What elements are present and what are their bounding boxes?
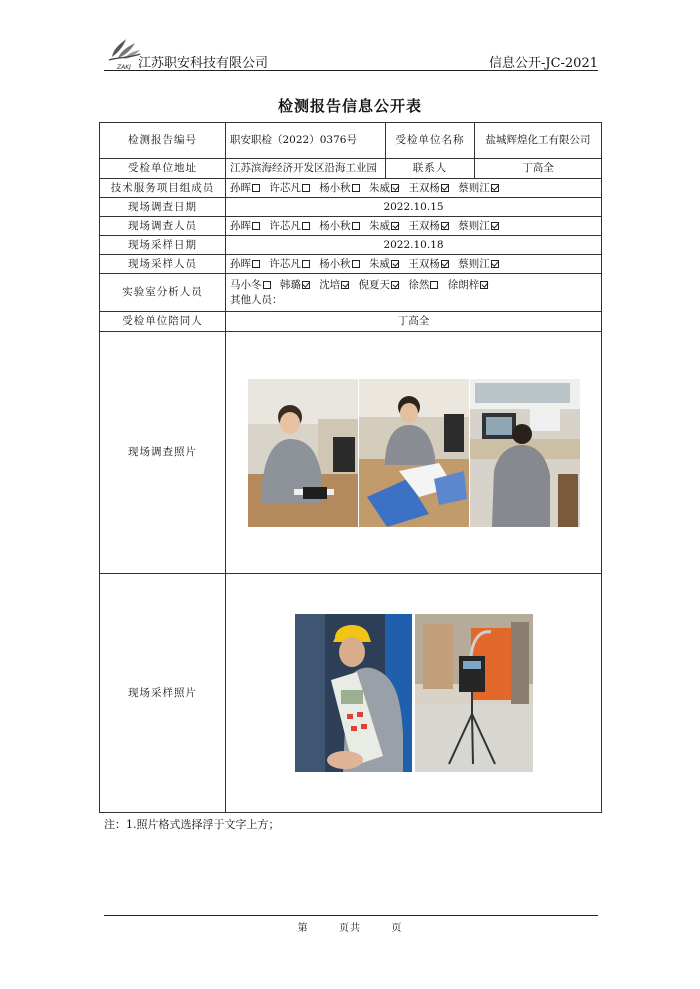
page-mid: 页共 bbox=[339, 923, 361, 934]
staff-name: 杨小秋 bbox=[319, 181, 351, 194]
page-prefix: 第 bbox=[297, 923, 309, 934]
staff-name: 孙晖 bbox=[230, 219, 251, 232]
checkbox-icon bbox=[491, 184, 499, 192]
survey-date-label: 现场调查日期 bbox=[100, 198, 226, 217]
checkbox-icon bbox=[391, 184, 399, 192]
sample-photo-label: 现场采样照片 bbox=[100, 574, 226, 813]
checkbox-icon bbox=[302, 260, 310, 268]
logo-text: ZAKJ bbox=[117, 64, 131, 71]
checkbox-icon bbox=[252, 260, 260, 268]
checkbox-icon bbox=[391, 281, 399, 289]
row-survey-date bbox=[100, 198, 602, 217]
survey-photo-2 bbox=[359, 379, 469, 527]
checkbox-icon bbox=[252, 184, 260, 192]
checkbox-icon bbox=[341, 281, 349, 289]
unit-value: 盐城辉煌化工有限公司 bbox=[475, 123, 602, 159]
escort-label: 受检单位陪同人 bbox=[100, 312, 226, 332]
checkbox-icon bbox=[352, 184, 360, 192]
checkbox-icon bbox=[491, 260, 499, 268]
survey-photo-1 bbox=[248, 379, 358, 527]
staff-name: 朱威 bbox=[369, 181, 391, 194]
row-escort bbox=[100, 312, 602, 332]
checkbox-icon bbox=[491, 222, 499, 230]
contact-label: 联系人 bbox=[386, 159, 475, 179]
checkbox-icon bbox=[391, 260, 399, 268]
lab-name: 沈培 bbox=[319, 278, 341, 291]
staff-name: 许芯凡 bbox=[269, 181, 301, 194]
row-sample-photos bbox=[100, 574, 602, 813]
page-header bbox=[104, 33, 598, 73]
checkbox-icon bbox=[352, 260, 360, 268]
checkbox-icon bbox=[302, 222, 310, 230]
checkbox-icon bbox=[430, 281, 438, 289]
unit-label: 受检单位名称 bbox=[386, 123, 475, 159]
sample-date-label: 现场采样日期 bbox=[100, 236, 226, 255]
survey-photo-label: 现场调查照片 bbox=[100, 332, 226, 574]
row-address bbox=[100, 159, 602, 179]
checkbox-icon bbox=[252, 222, 260, 230]
row-lab bbox=[100, 274, 602, 312]
staff-name: 蔡则江 bbox=[458, 219, 490, 232]
staff-name: 朱威 bbox=[369, 257, 391, 270]
survey-photo-group bbox=[248, 379, 580, 527]
address-label: 受检单位地址 bbox=[100, 159, 226, 179]
staff-name: 孙晖 bbox=[230, 257, 251, 270]
company-name: 江苏职安科技有限公司 bbox=[138, 56, 269, 71]
lab-staff bbox=[226, 274, 602, 312]
address-value: 江苏滨海经济开发区沿海工业园 bbox=[226, 159, 386, 179]
sample-photo-group bbox=[295, 614, 533, 772]
checkbox-icon bbox=[302, 184, 310, 192]
staff-name: 杨小秋 bbox=[319, 219, 351, 232]
info-table bbox=[99, 122, 602, 813]
staff-name: 许芯凡 bbox=[269, 257, 301, 270]
lab-name: 徐朗梓 bbox=[447, 278, 480, 291]
checkbox-icon bbox=[441, 260, 449, 268]
page-suffix: 页 bbox=[391, 923, 403, 934]
checkbox-icon bbox=[263, 281, 271, 289]
page-title: 检测报告信息公开表 bbox=[277, 97, 422, 115]
survey-staff bbox=[226, 217, 602, 236]
lab-name: 马小冬 bbox=[230, 278, 262, 291]
team-label: 技术服务项目组成员 bbox=[100, 179, 226, 198]
lab-label: 实验室分析人员 bbox=[100, 274, 226, 312]
row-report-no bbox=[100, 123, 602, 159]
page-counter bbox=[0, 919, 700, 934]
survey-photos-cell bbox=[226, 332, 602, 574]
sample-photo-1 bbox=[295, 614, 412, 772]
row-team bbox=[100, 179, 602, 198]
staff-name: 朱威 bbox=[369, 219, 391, 232]
contact-value: 丁高全 bbox=[475, 159, 602, 179]
escort-value: 丁高全 bbox=[226, 312, 602, 332]
staff-name: 蔡则江 bbox=[458, 257, 490, 270]
header-rule bbox=[104, 70, 598, 71]
survey-staff-label: 现场调查人员 bbox=[100, 217, 226, 236]
checkbox-icon bbox=[441, 222, 449, 230]
sample-photos-cell bbox=[226, 574, 602, 813]
checkbox-icon bbox=[352, 222, 360, 230]
sample-photo-2 bbox=[415, 614, 533, 772]
footer-rule bbox=[104, 915, 598, 916]
team-members bbox=[226, 179, 602, 198]
sample-staff bbox=[226, 255, 602, 274]
checkbox-icon bbox=[302, 281, 310, 289]
row-survey-staff bbox=[100, 217, 602, 236]
staff-name: 王双杨 bbox=[408, 181, 440, 194]
lab-other: 其他人员： bbox=[230, 293, 283, 306]
document-number: 信息公开-JC-2021 bbox=[488, 56, 598, 71]
lab-name: 韩璐 bbox=[279, 278, 301, 291]
checkbox-icon bbox=[480, 281, 488, 289]
footnote: 注：1.照片格式选择浮于文字上方； bbox=[104, 818, 280, 831]
sample-staff-label: 现场采样人员 bbox=[100, 255, 226, 274]
staff-name: 王双杨 bbox=[408, 219, 440, 232]
row-survey-photos bbox=[100, 332, 602, 574]
staff-name: 许芯凡 bbox=[269, 219, 301, 232]
checkbox-icon bbox=[441, 184, 449, 192]
lab-name: 倪夏天 bbox=[358, 278, 391, 291]
staff-name: 杨小秋 bbox=[319, 257, 351, 270]
report-no-value: 职安职检（2022）0376号 bbox=[226, 123, 386, 159]
staff-name: 孙晖 bbox=[230, 181, 251, 194]
checkbox-icon bbox=[391, 222, 399, 230]
row-sample-staff bbox=[100, 255, 602, 274]
row-sample-date bbox=[100, 236, 602, 255]
sample-date-value: 2022.10.18 bbox=[226, 236, 602, 255]
report-no-label: 检测报告编号 bbox=[100, 123, 226, 159]
staff-name: 王双杨 bbox=[408, 257, 440, 270]
survey-date-value: 2022.10.15 bbox=[226, 198, 602, 217]
survey-photo-3 bbox=[470, 379, 580, 527]
staff-name: 蔡则江 bbox=[458, 181, 490, 194]
lab-name: 徐然 bbox=[408, 278, 430, 291]
